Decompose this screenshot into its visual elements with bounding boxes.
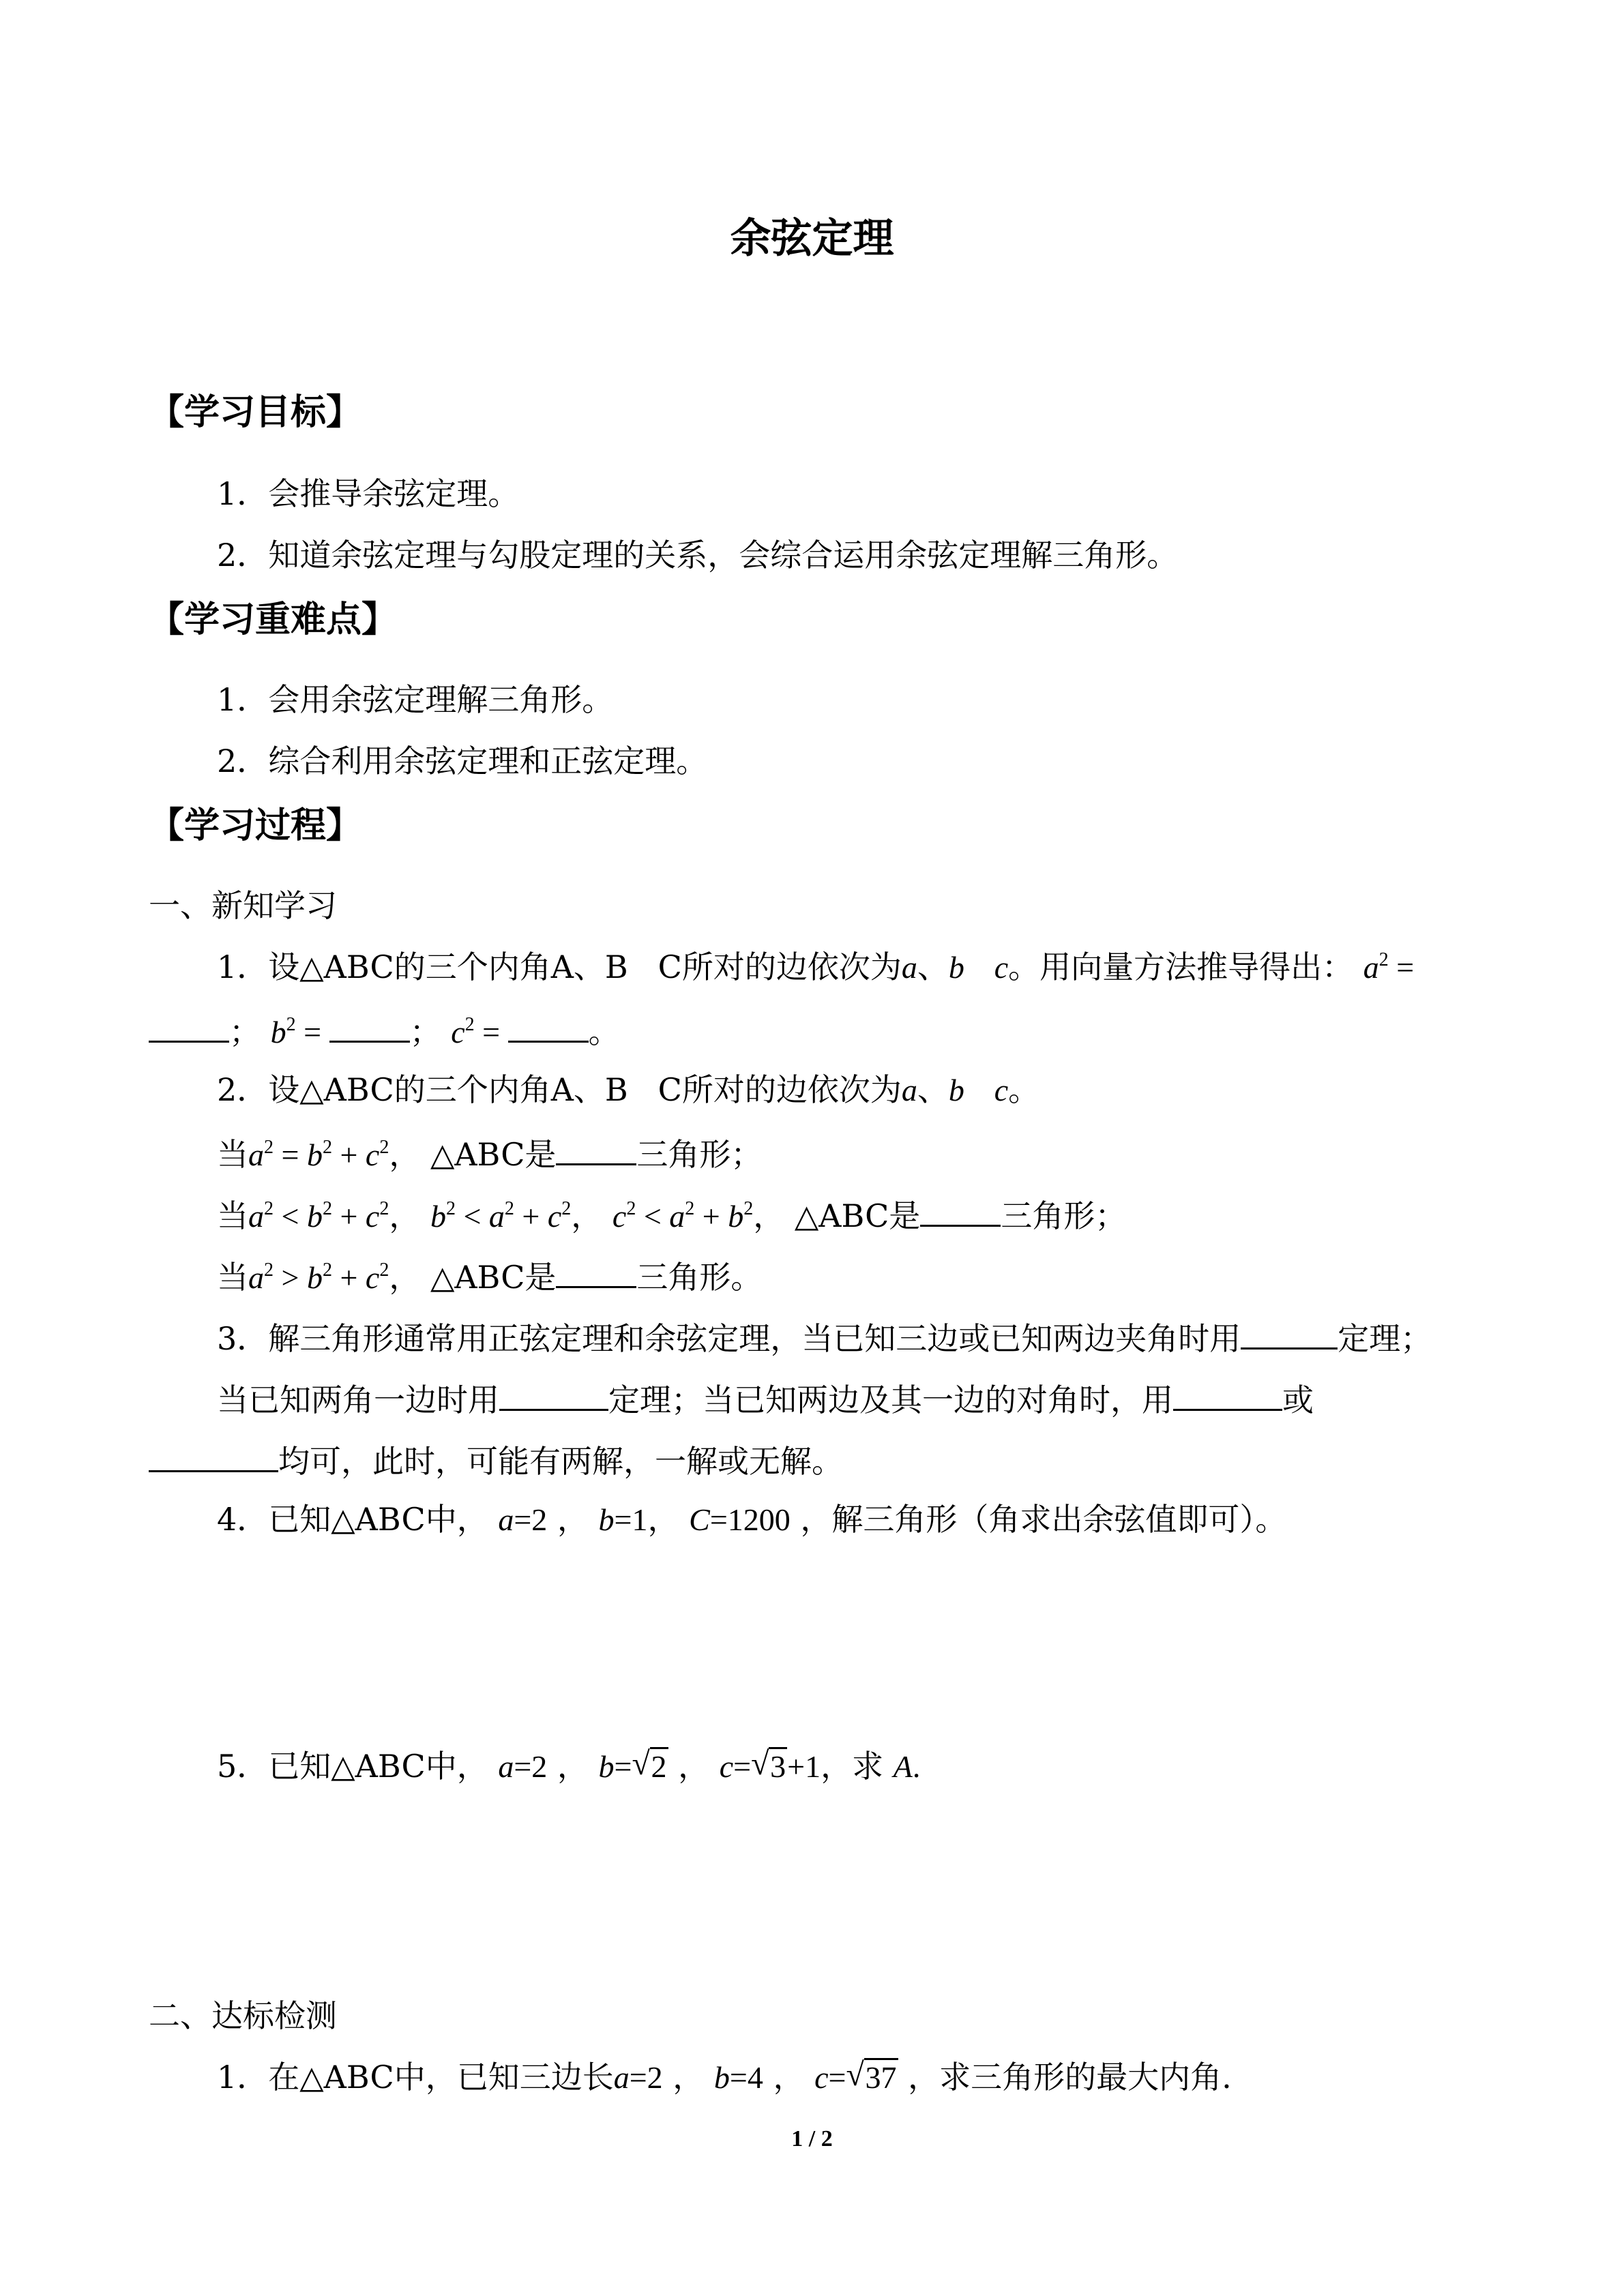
answer-blank[interactable] [920,1192,1001,1227]
answer-blank[interactable] [329,1008,410,1043]
goal-item-1: 1．会推导余弦定理。 [217,475,520,512]
question-2-case-right: 当$a^2 = b^2 + c^2$， △ABC是 三角形； [217,1131,762,1172]
question-3-line-3: 均可，此时，可能有两解，一解或无解。 [149,1437,843,1478]
question-2-case-acute: 当$a^2 < b^2 + c^2$， $b^2 < a^2 + c^2$， $c^2 < a^2 + b^2$， △ABC是 三角形； [217,1192,1126,1233]
question-5: 5．已知△ABC中， a=2 ， b=√ 2 ， c=√ 3+1，求 A. [217,1746,920,1787]
document-title: 余弦定理 [730,215,894,263]
section-check: 二、达标检测 [149,1997,337,2034]
answer-blank[interactable] [1241,1315,1338,1350]
answer-blank[interactable] [149,1008,229,1043]
answer-blank[interactable] [149,1437,278,1472]
heading-learning-process: 【学习过程】 [149,805,362,846]
keypoint-item-1: 1．会用余弦定理解三角形。 [217,681,614,718]
sqrt-expression: √ 2 [632,1746,668,1787]
keypoint-item-2: 2．综合利用余弦定理和正弦定理。 [217,743,708,779]
question-3-line-2: 当已知两角一边时用 定理；当已知两边及其一边的对角时，用 或 [217,1376,1314,1417]
sqrt-expression: √ 37 [846,2057,898,2098]
question-1-line-1: 1．设△ABC的三个内角A、B C所对的边依次为a、b c。用向量方法推导得出： $a^2$ = [217,949,1415,985]
question-2-line-1: 2．设△ABC的三个内角A、B C所对的边依次为a、b c。 [217,1071,1040,1108]
answer-blank[interactable] [556,1253,636,1288]
question-3-line-1: 3．解三角形通常用正弦定理和余弦定理，当已知三边或已知两边夹角时用 定理； [217,1315,1432,1356]
question-4: 4．已知△ABC中， a=2 ， b=1， C=1200 ，解三角形（角求出余弦值即可）。 [217,1501,1287,1538]
answer-blank[interactable] [556,1131,636,1165]
sqrt-expression: √ 3 [751,1746,787,1787]
question-1-line-2: ； $b^2$ = ； $c^2$ = 。 [149,1008,620,1049]
page-number: 1 / 2 [791,2126,833,2151]
heading-learning-goals: 【学习目标】 [149,392,362,433]
goal-item-2: 2．知道余弦定理与勾股定理的关系，会综合运用余弦定理解三角形。 [217,537,1179,573]
question-2-case-obtuse: 当$a^2 > b^2 + c^2$， △ABC是 三角形。 [217,1253,762,1294]
section-new-knowledge: 一、新知学习 [149,887,337,924]
answer-blank[interactable] [1173,1376,1282,1411]
heading-key-points: 【学习重难点】 [149,599,398,640]
answer-blank[interactable] [508,1008,589,1043]
check-question-1: 1．在△ABC中，已知三边长a=2 ， b=4 ， c=√ 37 ，求三角形的最大内角. [217,2057,1232,2098]
answer-blank[interactable] [499,1376,608,1411]
